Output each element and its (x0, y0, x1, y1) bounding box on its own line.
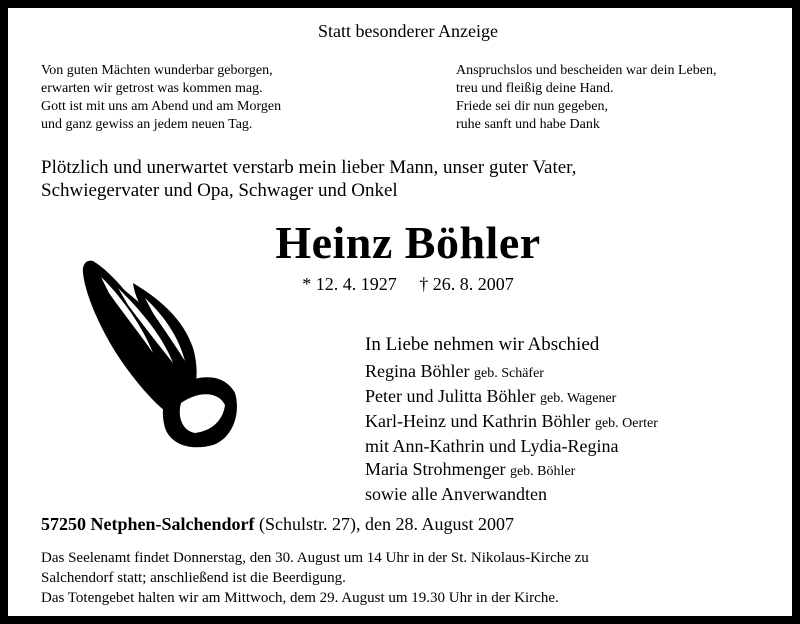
poem-left (41, 62, 281, 134)
intro-text (41, 156, 576, 202)
poem-line: Gott ist mit uns am Abend und am Morgen (41, 99, 282, 114)
family-member (365, 385, 658, 410)
member-note: geb. Böhler (509, 464, 576, 479)
member-name: Peter und Julitta Böhler (365, 386, 536, 406)
member-name: Maria Strohmenger (365, 459, 506, 479)
poem-line: erwarten wir getrost was kommen mag. (41, 81, 263, 96)
family-member (365, 458, 658, 483)
poem-line: treu und fleißig deine Hand. (456, 81, 614, 96)
poem-line: und ganz gewiss an jedem neuen Tag. (41, 117, 253, 132)
farewell-heading: In Liebe nehmen wir Abschied (365, 334, 600, 355)
family-member (365, 435, 658, 458)
address-line (41, 514, 514, 535)
member-name: sowie alle Anverwandten (365, 484, 547, 504)
member-note: geb. Wagener (539, 391, 617, 406)
member-name: mit Ann-Kathrin und Lydia-Regina (365, 436, 619, 456)
intro-line: Schwiegervater und Opa, Schwager und Onkel (41, 180, 398, 201)
family-member (365, 410, 658, 435)
poem-right (456, 62, 716, 134)
deceased-name: Heinz Böhler (275, 217, 541, 268)
birth-date: * 12. 4. 1927 (302, 274, 397, 294)
death-date: † 26. 8. 2007 (419, 274, 514, 294)
poem-line: ruhe sanft und habe Dank (456, 117, 600, 132)
member-note: geb. Oerter (594, 416, 658, 431)
family-member (365, 360, 658, 385)
address-place: 57250 Netphen-Salchendorf (41, 514, 255, 534)
praying-hands-icon (73, 253, 243, 453)
poem-line: Anspruchslos und bescheiden war dein Leben, (456, 63, 717, 78)
intro-line: Plötzlich und unerwartet verstarb mein lieber Mann, unser guter Vater, (41, 157, 577, 178)
notice-line: Salchendorf statt; anschließend ist die Beerdigung. (41, 570, 346, 586)
member-name: Karl-Heinz und Kathrin Böhler (365, 411, 591, 431)
poem-line: Von guten Mächten wunderbar geborgen, (41, 63, 273, 78)
member-name: Regina Böhler (365, 361, 470, 381)
notice-line: Das Seelenamt findet Donnerstag, den 30. August um 14 Uhr in der St. Nikolaus-Kirche zu (41, 550, 589, 566)
poem-line: Friede sei dir nun gegeben, (456, 99, 609, 114)
family-list (365, 333, 658, 506)
address-details: (Schulstr. 27), den 28. August 2007 (254, 514, 515, 534)
service-notice (41, 548, 781, 608)
member-note: geb. Schäfer (473, 366, 544, 381)
notice-header: Statt besonderer Anzeige (318, 21, 498, 41)
family-member (365, 483, 658, 506)
notice-line: Das Totengebet halten wir am Mittwoch, dem 29. August um 19.30 Uhr in der Kirche. (41, 590, 559, 606)
